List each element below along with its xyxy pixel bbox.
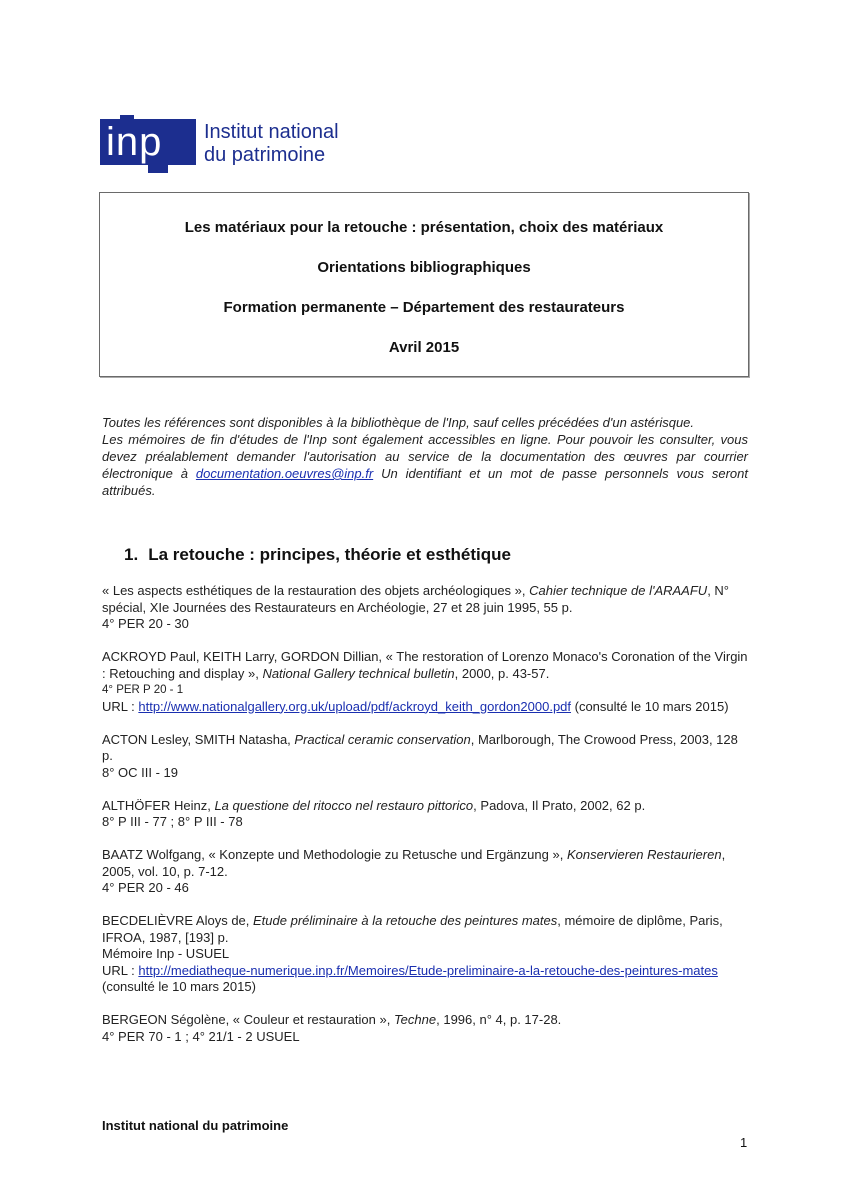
reference-list: [102, 583, 752, 1062]
ref-text: , Padova, Il Prato, 2002, 62 p.: [473, 797, 646, 813]
ref-text: ACTON Lesley, SMITH Natasha,: [102, 731, 295, 747]
document-date: Avril 2015: [388, 339, 460, 356]
ref-shelfmark: 4° PER 70 - 1 ; 4° 21/1 - 2 USUEL: [102, 1028, 300, 1044]
footer-title: Institut national du patrimoine: [102, 1118, 289, 1133]
reference-item: [102, 732, 752, 782]
ref-shelfmark: 4° PER P 20 - 1: [102, 684, 184, 696]
reference-item: [102, 583, 752, 633]
intro-text-end: Un identifiant et un mot de passe personnels vous seront attribués.: [102, 466, 749, 498]
ref-shelfmark: 4° PER 20 - 30: [102, 616, 189, 631]
ref-consulted: (consulté le 10 mars 2015): [571, 698, 729, 714]
ref-text: ALTHÖFER Heinz,: [102, 797, 215, 813]
ref-shelfmark: 4° PER 20 - 46: [102, 880, 189, 895]
inp-logo: [100, 115, 370, 175]
ref-text: ACKROYD Paul, KEITH Larry, GORDON Dillian, « The restoration of Lorenzo Monaco's Coronation of the Virgin : Retouching and display »,: [102, 649, 748, 681]
ref-text: , 2005, vol. 10, p. 7-12.: [102, 847, 726, 879]
ref-title: Cahier technique de l'ARAAFU: [529, 583, 708, 598]
reference-item: [102, 798, 752, 831]
document-department: Formation permanente – Département des restaurateurs: [223, 299, 625, 316]
ref-text: « Les aspects esthétiques de la restauration des objets archéologiques »,: [102, 583, 530, 598]
section-title: La retouche : principes, théorie et esthétique: [148, 545, 511, 564]
ref-text: BERGEON Ségolène, « Couleur et restauration »,: [102, 1012, 394, 1027]
section-number: 1.: [124, 545, 139, 564]
ref-url-label: URL :: [102, 962, 139, 978]
ref-text: , 2000, p. 43-57.: [454, 665, 550, 681]
logo-letters: inp: [106, 120, 163, 164]
logo-text: [204, 121, 339, 167]
ref-shelfmark: Mémoire Inp - USUEL: [102, 946, 230, 961]
reference-item: [102, 847, 752, 897]
document-title: Les matériaux pour la retouche : présentation, choix des matériaux: [184, 219, 664, 236]
email-link[interactable]: documentation.oeuvres@inp.fr: [195, 466, 374, 481]
title-box: [99, 192, 749, 377]
document-subtitle: Orientations bibliographiques: [317, 259, 531, 276]
reference-item: [102, 1012, 752, 1045]
ref-text: , N° spécial, XIe Journées des Restaurateurs en Archéologie, 27 et 28 juin 1995, 55 p.: [102, 583, 729, 615]
ref-title: Practical ceramic conservation: [294, 731, 471, 747]
ref-title: Konservieren Restaurieren: [566, 847, 722, 862]
reference-item: [102, 913, 752, 996]
ref-url-label: URL :: [102, 698, 139, 714]
ref-text: , mémoire de diplôme, Paris, IFROA, 1987, [193] p.: [102, 913, 723, 945]
reference-item: [102, 649, 752, 715]
logo-text-line1: Institut national: [204, 121, 339, 143]
ref-title: National Gallery technical bulletin: [262, 665, 455, 681]
ref-url-link[interactable]: http://www.nationalgallery.org.uk/upload/pdf/ackroyd_keith_gordon2000.pdf: [138, 698, 572, 714]
intro-notice: [102, 414, 748, 499]
ref-text: , Marlborough, The Crowood Press, 2003, 128 p.: [102, 731, 738, 763]
logo-text-line2: du patrimoine: [204, 144, 326, 166]
ref-consulted: (consulté le 10 mars 2015): [102, 979, 256, 994]
ref-title: La questione del ritocco nel restauro pittorico: [214, 797, 474, 813]
ref-title: Techne: [393, 1012, 437, 1027]
ref-url-link[interactable]: http://mediatheque-numerique.inp.fr/Memoires/Etude-preliminaire-a-la-retouche-des-peintures-mates: [138, 962, 718, 978]
intro-paragraph-2: [102, 431, 748, 499]
ref-shelfmark: 8° P III - 77 ; 8° P III - 78: [102, 814, 243, 829]
ref-title: Etude préliminaire à la retouche des peintures mates: [253, 913, 558, 928]
ref-text: BAATZ Wolfgang, « Konzepte und Methodologie zu Retusche und Ergänzung »,: [102, 847, 567, 862]
page-number: 1: [740, 1135, 748, 1150]
intro-paragraph-1: Toutes les références sont disponibles à la bibliothèque de l'Inp, sauf celles précédées d'un astérisque.: [102, 415, 695, 430]
ref-text: , 1996, n° 4, p. 17-28.: [436, 1012, 562, 1027]
ref-shelfmark: 8° OC III - 19: [102, 764, 179, 780]
section-heading: [124, 545, 511, 565]
ref-text: BECDELIÈVRE Aloys de,: [102, 913, 254, 928]
intro-text: Les mémoires de fin d'études de l'Inp sont également accessibles en ligne. Pour pouvoir les consulter, vous devez préalablement demander l'autorisation au service de la documentation des œuvres par courrier électronique à: [102, 432, 748, 481]
